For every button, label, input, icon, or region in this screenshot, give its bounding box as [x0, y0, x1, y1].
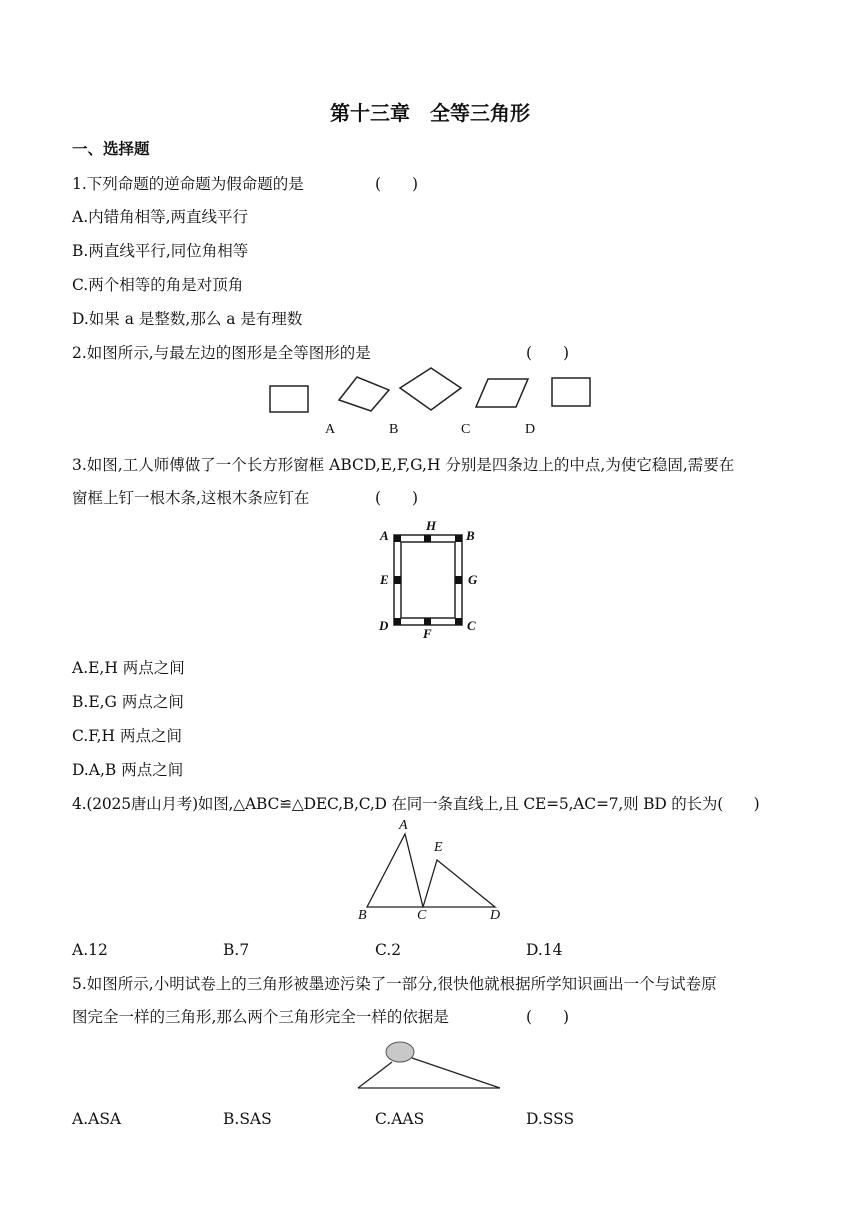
q3-answer-paren: ( ): [375, 489, 419, 507]
q5-option-d: D.SSS: [526, 1110, 575, 1128]
q5-option-c: C.AAS: [375, 1110, 425, 1128]
window-outer-frame: [394, 535, 462, 625]
q3-option-d: D.A,B 两点之间: [72, 761, 184, 779]
q5-answer-paren: ( ): [526, 1008, 570, 1026]
midpoint-h-mark: [424, 535, 431, 542]
q3-label-g: G: [468, 572, 478, 587]
q4-option-c: C.2: [375, 941, 402, 959]
q5-stained-triangle-figure: [350, 1036, 510, 1096]
shape-d: [552, 378, 590, 406]
q2-figure: [260, 365, 600, 445]
q4-label-e: E: [434, 840, 443, 855]
q4-option-d: D.14: [526, 941, 563, 959]
shape-a: [339, 377, 389, 411]
q1-option-d: D.如果 a 是整数,那么 a 是有理数: [72, 310, 303, 328]
q4-option-a: A.12: [72, 941, 108, 959]
q2-label-a: A: [325, 422, 336, 437]
shape-b: [400, 368, 461, 410]
q3-option-b: B.E,G 两点之间: [72, 693, 184, 711]
q3-stem-line2: 窗框上钉一根木条,这根木条应钉在: [72, 489, 310, 507]
shape-c: [476, 379, 528, 407]
q1-answer-paren: ( ): [375, 175, 419, 193]
midpoint-f-mark: [424, 618, 431, 625]
q2-label-c: C: [461, 422, 471, 437]
q3-label-a: A: [380, 528, 389, 543]
triangle-left-side: [358, 1062, 392, 1088]
q3-option-a: A.E,H 两点之间: [72, 659, 185, 677]
q2-stem: 2.如图所示,与最左边的图形是全等图形的是: [72, 344, 371, 362]
q1-stem: 1.下列命题的逆命题为假命题的是: [72, 175, 304, 193]
ink-stain: [386, 1042, 414, 1062]
corner-b-mark: [455, 535, 462, 542]
q3-label-f: F: [423, 626, 432, 641]
q3-label-b: B: [466, 528, 475, 543]
q3-label-h: H: [426, 518, 437, 533]
q5-option-b: B.SAS: [223, 1110, 272, 1128]
q2-answer-paren: ( ): [526, 344, 570, 362]
q3-option-c: C.F,H 两点之间: [72, 727, 182, 745]
q2-label-b: B: [389, 422, 399, 437]
q4-triangles-figure: [355, 820, 515, 915]
q4-label-b: B: [358, 908, 367, 923]
q5-option-a: A.ASA: [72, 1110, 122, 1128]
window-inner-frame: [401, 542, 455, 618]
midpoint-e-mark: [394, 576, 401, 584]
q1-option-a: A.内错角相等,两直线平行: [72, 208, 249, 226]
q5-stem-line1: 5.如图所示,小明试卷上的三角形被墨迹污染了一部分,很快他就根据所学知识画出一个与试卷原: [72, 975, 717, 993]
page-title: 第十三章 全等三角形: [330, 101, 530, 125]
q3-window-figure: [390, 530, 470, 630]
corner-a-mark: [394, 535, 401, 542]
q1-option-c: C.两个相等的角是对顶角: [72, 276, 244, 294]
q1-option-b: B.两直线平行,同位角相等: [72, 242, 249, 260]
corner-c-mark: [455, 618, 462, 625]
q5-stem-line2: 图完全一样的三角形,那么两个三角形完全一样的依据是: [72, 1008, 449, 1026]
q4-stem: 4.(2025唐山月考)如图,△ABC≌△DEC,B,C,D 在同一条直线上,且 CE=5,AC=7,则 BD 的长为( ): [72, 795, 760, 813]
q4-option-b: B.7: [223, 941, 250, 959]
reference-rectangle: [270, 386, 308, 412]
q3-label-d: D: [379, 618, 389, 633]
triangle-right-side: [412, 1058, 500, 1088]
q3-stem-line1: 3.如图,工人师傅做了一个长方形窗框 ABCD,E,F,G,H 分别是四条边上的中点,为使它稳固,需要在: [72, 456, 735, 474]
q3-label-e: E: [380, 572, 389, 587]
q3-label-c: C: [467, 618, 476, 633]
triangle-abc: [367, 834, 423, 907]
triangle-dec: [423, 860, 495, 907]
corner-d-mark: [394, 618, 401, 625]
q4-label-c: C: [417, 908, 427, 923]
midpoint-g-mark: [455, 576, 462, 584]
section-heading: 一、选择题: [72, 140, 150, 158]
q4-label-d: D: [490, 908, 501, 923]
q2-label-d: D: [525, 422, 536, 437]
q4-label-a: A: [399, 818, 408, 833]
